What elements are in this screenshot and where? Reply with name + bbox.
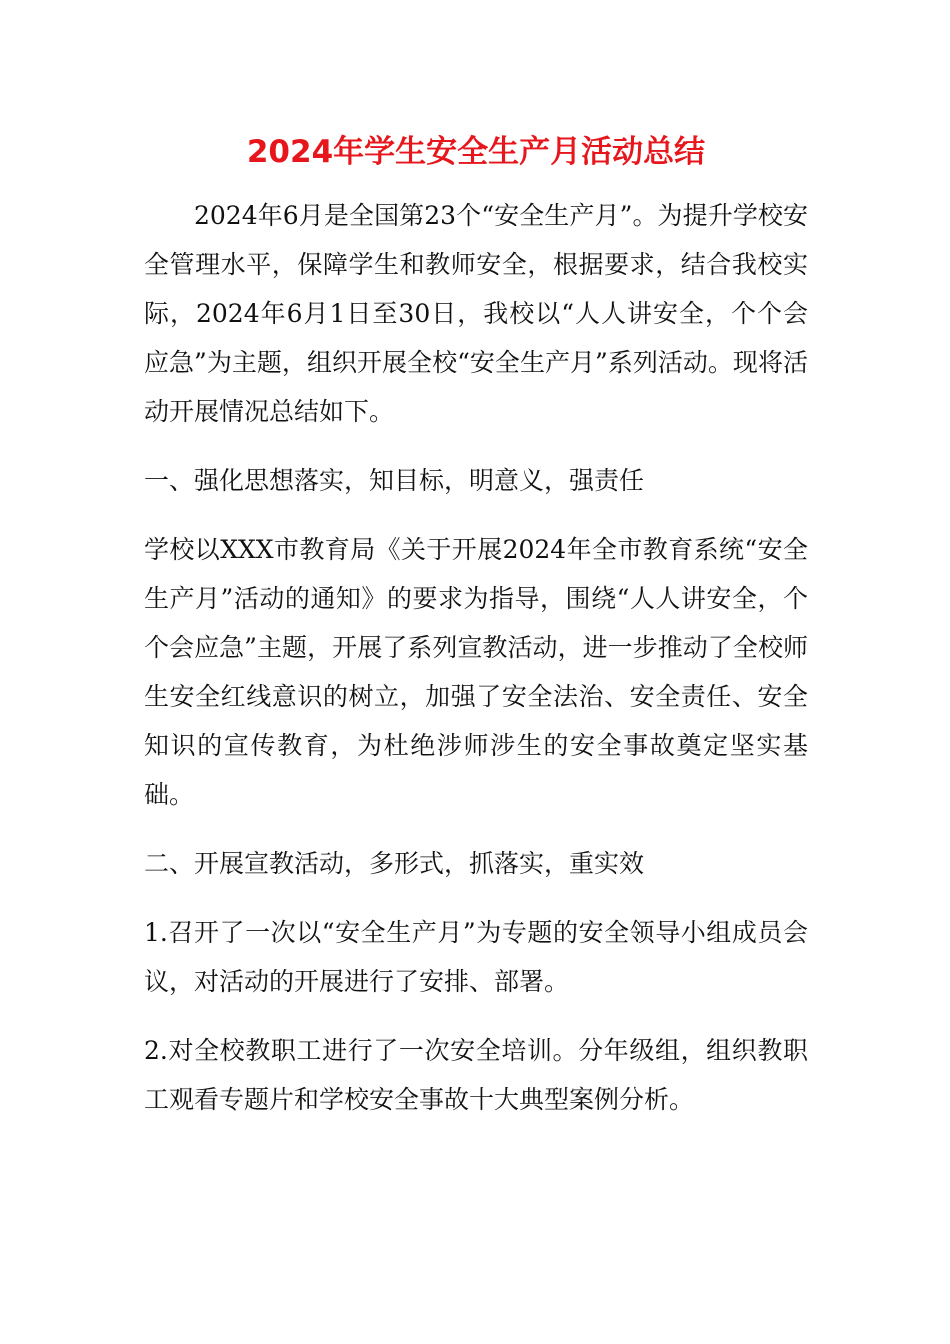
intro-paragraph: 2024年6月是全国第23个“安全生产月”。为提升学校安全管理水平，保障学生和教师安全，根据要求，结合我校实际，2024年6月1日至30日，我校以“人人讲安全，个个会应急”为主题，组织开展全校“安全生产月”系列活动。现将活动开展情况总结如下。: [144, 201, 808, 426]
section-1-body: 学校以XXX市教育局《关于开展2024年全市教育系统“安全生产月”活动的通知》的要求为指导，围绕“人人讲安全，个个会应急”主题，开展了系列宣教活动，进一步推动了全校师生安全红线意识的树立，加强了安全法治、安全责任、安全知识的宣传教育，为杜绝涉师涉生的安全事故奠定坚实基础。: [144, 535, 808, 809]
section-2-item-2: 2.对全校教职工进行了一次安全培训。分年级组，组织教职工观看专题片和学校安全事故十大典型案例分析。: [144, 1036, 808, 1114]
section-2-item-1: 1.召开了一次以“安全生产月”为专题的安全领导小组成员会议，对活动的开展进行了安排、部署。: [144, 918, 808, 996]
document-title: 2024年学生安全生产月活动总结: [246, 134, 706, 170]
section-1-heading: 一、强化思想落实，知目标，明意义，强责任: [144, 466, 645, 495]
section-2-heading: 二、开展宣教活动，多形式，抓落实，重实效: [144, 849, 645, 878]
document-body: [144, 128, 808, 1124]
